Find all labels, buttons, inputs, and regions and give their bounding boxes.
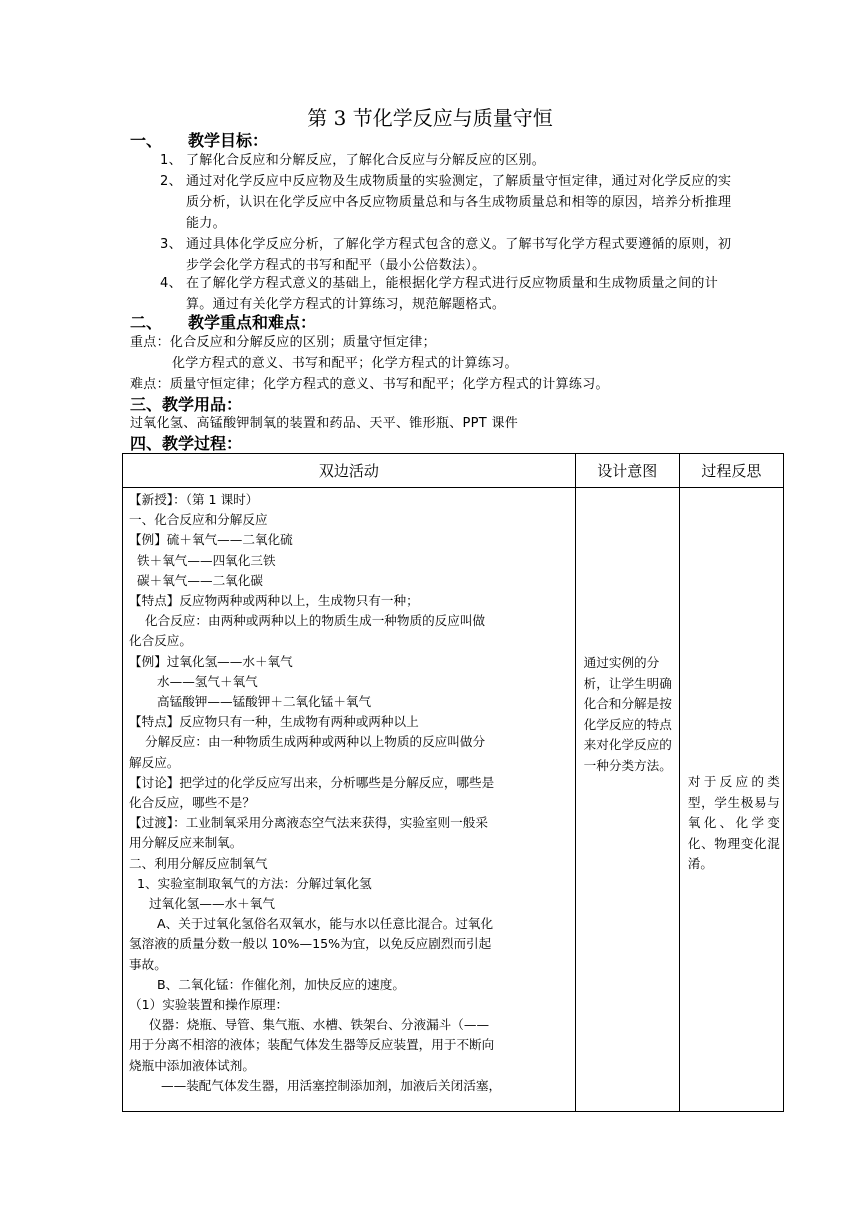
design-intent-text: 通过实例的分析，让学生明确化合和分解是按化学反应的特点来对化学反应的一种分类方法。: [583, 655, 672, 773]
section-number: 一、: [130, 131, 163, 150]
activity-line: 水——氢气＋氧气: [129, 673, 258, 689]
materials-line: 过氧化氢、高锰酸钾制氧的装置和药品、天平、锥形瓶、PPT 课件: [130, 416, 519, 431]
goal-text: 通过对化学反应中反应物及生成物质量的实验测定，了解质量守恒定律，通过对化学反应的实质分析，认识在化学反应中各反应物质量总和与各生成物质量总和相等的原因，培养分析推理能力。: [186, 174, 732, 231]
section-number: 二、: [130, 313, 163, 332]
goal-number: 2、: [160, 174, 182, 189]
reflection-cell: [679, 488, 783, 1112]
section-label: 教学目标：: [188, 131, 269, 150]
goal-number: 4、: [160, 276, 182, 291]
activity-line: 仪器：烧瓶、导管、集气瓶、水槽、铁架台、分液漏斗（——: [129, 1017, 490, 1033]
activity-line: 解反应。: [129, 754, 180, 770]
activity-line: 碳＋氧气——二氧化碳: [129, 572, 263, 588]
activity-line: 【特点】反应物两种或两种以上，生成物只有一种；: [129, 593, 419, 609]
activity-line: 分解反应：由一种物质生成两种或两种以上物质的反应叫做分: [129, 734, 486, 750]
activity-line: 烧瓶中添加液体试剂。: [129, 1057, 255, 1073]
section-label: 教学重点和难点：: [188, 313, 317, 332]
activity-line: （1）实验装置和操作原理：: [129, 997, 289, 1013]
header-reflection: 过程反思: [679, 454, 783, 488]
goal-number: 3、: [160, 237, 182, 252]
goal-item-3: [160, 234, 740, 276]
reflection-text: 对于反应的类型，学生极易与氧化、化学变化、物理变化混淆。: [687, 774, 780, 871]
activity-line: 化合反应。: [129, 633, 192, 649]
section-heading-objectives: [130, 131, 268, 151]
activity-line: 化合反应，哪些不是？: [129, 795, 255, 811]
goal-text: 了解化合反应和分解反应，了解化合反应与分解反应的区别。: [186, 153, 546, 168]
activity-line: 【新授】：（第 1 课时）: [129, 492, 259, 507]
section-heading-materials: 三、教学用品：: [130, 395, 243, 414]
activity-line: 二、利用分解反应制氧气: [129, 855, 268, 871]
table-header-row: [123, 454, 784, 488]
goal-number: 1、: [160, 153, 182, 168]
activity-line: B、二氧化锰：作催化剂，加快反应的速度。: [129, 976, 405, 992]
activities-text: [123, 488, 575, 1096]
table-row: [123, 488, 784, 1112]
activity-line: A、关于过氧化氢俗名双氧水，能与水以任意比混合。过氧化: [129, 916, 494, 932]
activity-line: 铁＋氧气——四氧化三铁: [129, 552, 276, 568]
goal-item-4: [160, 273, 740, 315]
activity-line: 高锰酸钾——锰酸钾＋二氧化锰＋氧气: [129, 694, 372, 710]
document-title: 第 3 节化学反应与质量守恒: [307, 106, 553, 130]
activity-line: 一、化合反应和分解反应: [129, 512, 268, 528]
activity-line: 用分解反应来制氧。: [129, 835, 243, 851]
goal-text: 通过具体化学反应分析，了解化学方程式包含的意义。了解书写化学方程式要遵循的原则，初步学会化学方程式的书写和配平（最小公倍数法）。: [186, 237, 732, 273]
activities-cell: [123, 488, 576, 1112]
activity-line: 事故。: [129, 956, 167, 972]
activity-line: 化合反应：由两种或两种以上的物质生成一种物质的反应叫做: [129, 613, 486, 629]
key-points-line: 重点：化合反应和分解反应的区别；质量守恒定律；: [130, 335, 436, 350]
activity-line: 【例】硫＋氧气——二氧化硫: [129, 532, 293, 548]
activity-line: 1、实验室制取氧气的方法：分解过氧化氢: [129, 875, 372, 891]
activity-line: 【例】过氧化氢——水＋氧气: [129, 653, 293, 669]
goal-text: 在了解化学方程式意义的基础上，能根据化学方程式进行反应物质量和生成物质量之间的计算。通过有关化学方程式的计算练习，规范解题格式。: [186, 276, 719, 312]
difficulties-line: 难点：质量守恒定律；化学方程式的意义、书写和配平；化学方程式的计算练习。: [130, 377, 609, 392]
activity-line: 【过渡】：工业制氧采用分离液态空气法来获得，实验室则一般采: [129, 815, 488, 831]
header-design-intent: 设计意图: [575, 454, 679, 488]
key-points-line-cont: 化学方程式的意义、书写和配平；化学方程式的计算练习。: [172, 356, 518, 371]
activity-line: 过氧化氢——水＋氧气: [129, 896, 275, 912]
activity-line: ——装配气体发生器，用活塞控制添加剂，加液后关闭活塞，: [129, 1077, 502, 1093]
activity-line: 用于分离不相溶的液体；装配气体发生器等反应装置，用于不断向: [129, 1037, 495, 1053]
goal-item-1: [160, 150, 740, 171]
activity-line: 【特点】反应物只有一种，生成物有两种或两种以上: [129, 714, 419, 730]
design-intent-cell: [575, 488, 679, 1112]
activity-line: 氢溶液的质量分数一般以 10%—15%为宜，以免反应剧烈而引起: [129, 936, 492, 952]
section-heading-process: 四、教学过程：: [130, 434, 243, 453]
goal-item-2: [160, 171, 740, 234]
activity-line: 【讨论】把学过的化学反应写出来，分析哪些是分解反应，哪些是: [129, 774, 495, 790]
teaching-process-table: [122, 453, 784, 1112]
header-activities: 双边活动: [123, 454, 576, 488]
section-heading-key-points: [130, 313, 316, 333]
